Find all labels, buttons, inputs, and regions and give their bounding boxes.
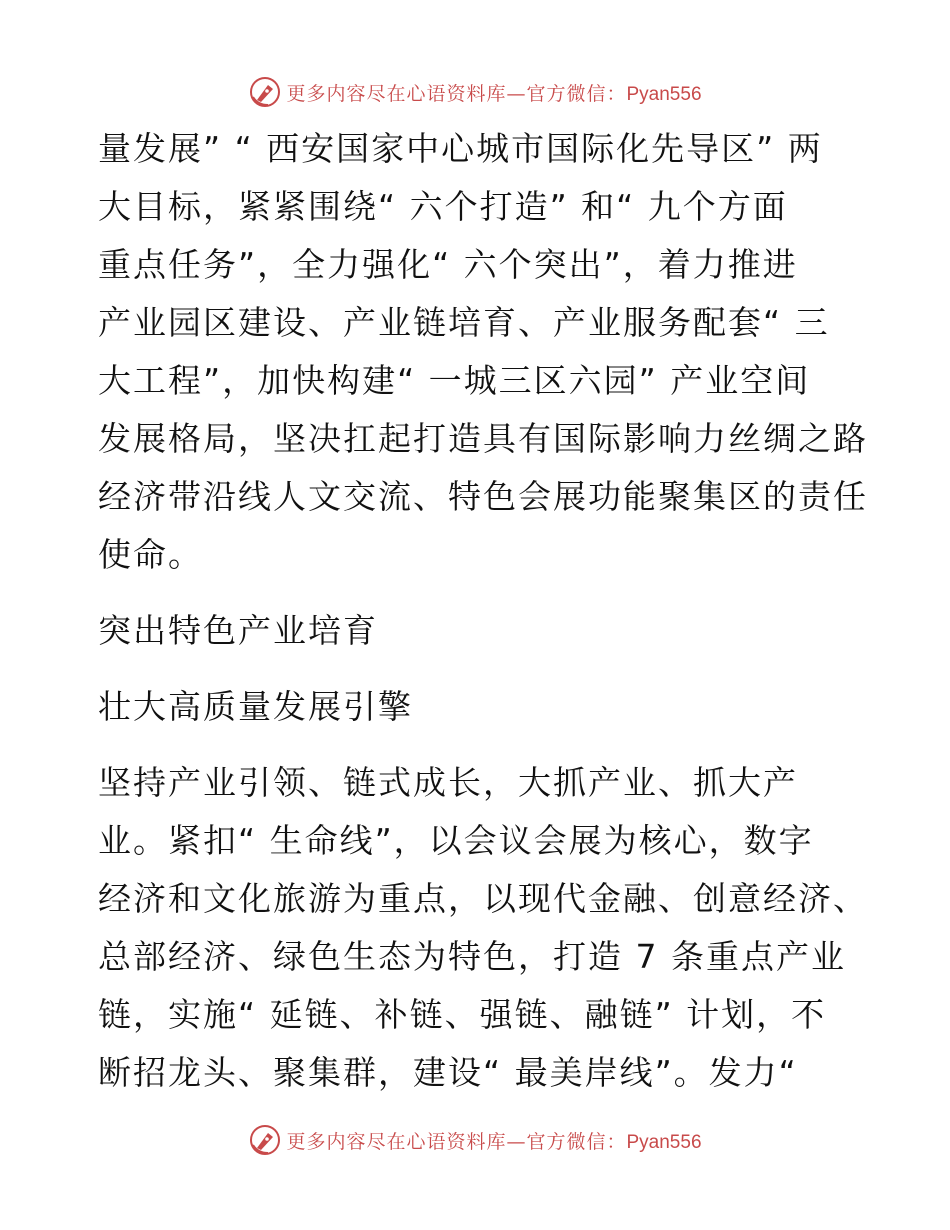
header-watermark bbox=[0, 72, 950, 112]
text-line: 经济和文化旅游为重点，以现代金融、创意经济、 bbox=[98, 879, 868, 918]
text-line: 重点任务”，全力强化“ 六个突出”，着力推进 bbox=[98, 245, 798, 284]
watermark-label: 更多内容尽在心语资料库—官方微信： bbox=[286, 1130, 627, 1153]
text-line: 发展格局，坚决扛起打造具有国际影响力丝绸之路 bbox=[98, 419, 868, 458]
pen-nib-circle-icon bbox=[248, 75, 282, 109]
paragraph-1 bbox=[98, 120, 868, 584]
text-line: 业。紧扣“ 生命线”，以会议会展为核心，数字 bbox=[98, 821, 814, 860]
text-line: 坚持产业引领、链式成长，大抓产业、抓大产 bbox=[98, 763, 798, 802]
text-line: 大工程”，加快构建“ 一城三区六园” 产业空间 bbox=[98, 361, 811, 400]
text-line: 断招龙头、聚集群，建设“ 最美岸线”。发力“ bbox=[98, 1053, 798, 1092]
section-subheading: 壮大高质量发展引擎 bbox=[98, 687, 413, 726]
watermark-text bbox=[286, 1127, 701, 1154]
text-line: 使命。 bbox=[98, 535, 203, 574]
text-line: 总部经济、绿色生态为特色，打造 7 条重点产业 bbox=[98, 937, 846, 976]
section-heading: 突出特色产业培育 bbox=[98, 611, 378, 650]
text-line: 产业园区建设、产业链培育、产业服务配套“ 三 bbox=[98, 303, 830, 342]
text-line: 经济带沿线人文交流、特色会展功能聚集区的责任 bbox=[98, 477, 868, 516]
text-line: 大目标，紧紧围绕“ 六个打造” 和“ 九个方面 bbox=[98, 187, 788, 226]
text-line: 量发展” “ 西安国家中心城市国际化先导区” 两 bbox=[98, 129, 823, 168]
watermark-group bbox=[248, 1123, 701, 1157]
paragraph-2 bbox=[98, 754, 868, 1102]
document-body bbox=[98, 120, 868, 1102]
watermark-wechat-id: Pyan556 bbox=[626, 83, 702, 105]
spacer bbox=[98, 736, 858, 754]
watermark-label: 更多内容尽在心语资料库—官方微信： bbox=[286, 82, 627, 105]
watermark-group bbox=[248, 75, 701, 109]
spacer bbox=[98, 584, 858, 602]
pen-nib-circle-icon bbox=[248, 1123, 282, 1157]
watermark-text bbox=[286, 79, 701, 106]
footer-watermark bbox=[0, 1120, 950, 1160]
spacer bbox=[98, 660, 858, 678]
text-line: 链，实施“ 延链、补链、强链、融链” 计划，不 bbox=[98, 995, 827, 1034]
watermark-wechat-id: Pyan556 bbox=[626, 1131, 702, 1153]
